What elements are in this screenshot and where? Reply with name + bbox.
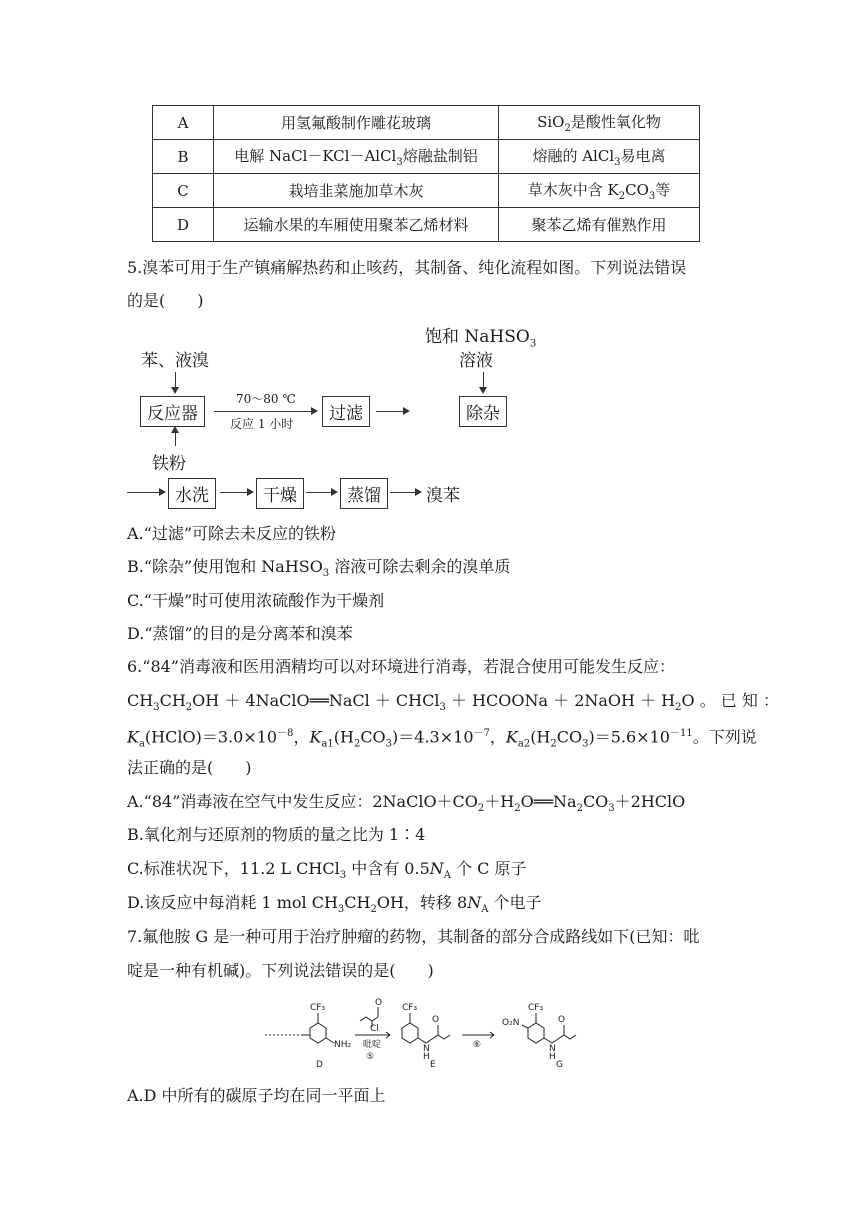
condition-time: 反应 1 小时 bbox=[230, 417, 294, 431]
table-row bbox=[153, 208, 700, 242]
e-n: N bbox=[423, 1044, 430, 1054]
q5-stem-line2: 的是( ) bbox=[127, 291, 204, 310]
option-action: 运输水果的车厢使用聚苯乙烯材料 bbox=[214, 208, 499, 242]
arrow-down-reactor bbox=[175, 372, 176, 392]
q6-option-d: D.该反应中每消耗 1 mol $CH_3CH_2OH$，转移 $8N_A$ 个电子 bbox=[127, 893, 542, 916]
option-action: 用氢氟酸制作雕花玻璃 bbox=[214, 106, 499, 140]
reactor-box: 反应器 bbox=[140, 396, 205, 427]
product-label: 溴苯 bbox=[426, 486, 460, 506]
option-letter: C bbox=[153, 174, 214, 208]
arrow-dry-distill bbox=[306, 492, 336, 493]
dry-box: 干燥 bbox=[256, 478, 304, 509]
acyl-cl: Cl bbox=[370, 1024, 379, 1034]
q7-reaction-scheme bbox=[260, 995, 620, 1075]
q5-option-b: B.“除杂”使用饱和 NaHSO$_3$ 溶液可除去剩余的溴单质 bbox=[127, 557, 511, 580]
table-row bbox=[153, 140, 700, 174]
distill-box: 蒸馏 bbox=[340, 478, 388, 509]
q7-stem-line1: 7.氟他胺 G 是一种可用于治疗肿瘤的药物，其制备的部分合成路线如下(已知：吡 bbox=[127, 927, 700, 946]
q7-stem-line2: 啶是一种有机碱)。下列说法错误的是( ) bbox=[127, 961, 434, 980]
option-reason: 熔融的 AlCl$_3$易电离 bbox=[499, 140, 700, 174]
step5: ⑤ bbox=[366, 1052, 375, 1062]
d-nh2: NH₂ bbox=[334, 1040, 352, 1050]
option-letter: D bbox=[153, 208, 214, 242]
arrow-into-wash bbox=[127, 492, 164, 493]
pyridine: 吡啶 bbox=[363, 1040, 382, 1050]
q6-option-c: C.标准状况下，11.2 L CHCl$_3$ 中含有 $0.5N_A$ 个 C 原子 bbox=[127, 859, 527, 882]
acyl-o: O bbox=[375, 998, 383, 1008]
q5-stem-line1: 5.溴苯可用于生产镇痛解热药和止咳药，其制备、纯化流程如图。下列说法错误 bbox=[127, 258, 687, 277]
q5-option-a: A.“过滤”可除去未反应的铁粉 bbox=[127, 524, 337, 543]
reagent-line2: 溶液 bbox=[459, 351, 493, 371]
step6: ⑥ bbox=[473, 1040, 482, 1050]
filter-box: 过滤 bbox=[322, 396, 370, 427]
q5-option-d: D.“蒸馏”的目的是分离苯和溴苯 bbox=[127, 624, 353, 643]
option-reason: 聚苯乙烯有催熟作用 bbox=[499, 208, 700, 242]
g-h: H bbox=[549, 1052, 556, 1062]
options-table bbox=[152, 105, 700, 242]
table-row bbox=[153, 106, 700, 140]
label-g: G bbox=[556, 1060, 563, 1070]
d-cf3: CF₃ bbox=[310, 1003, 326, 1013]
q6-stem-line2: $CH_3CH_2OH$ ＋ 4NaClO══NaCl ＋ CHCl$_3$ ＋ HCOONa ＋ 2NaOH ＋ $H_2O$ 。 已 知 ： bbox=[127, 691, 779, 714]
g-n: N bbox=[549, 1044, 556, 1054]
g-cf3: CF₃ bbox=[528, 1003, 544, 1013]
option-action: 栽培韭菜施加草木灰 bbox=[214, 174, 499, 208]
q5-option-c: C.“干燥”时可使用浓硫酸作为干燥剂 bbox=[127, 591, 385, 610]
option-letter: A bbox=[153, 106, 214, 140]
g-o: O bbox=[558, 1015, 566, 1025]
option-action: 电解 NaCl－KCl－AlCl$_3$熔融盐制铝 bbox=[214, 140, 499, 174]
q6-option-a: A.“84”消毒液在空气中发生反应：$2NaClO+CO_2+H_2O══Na_2CO_3+2HClO$ bbox=[127, 792, 686, 815]
input-top-label: 苯、液溴 bbox=[141, 351, 209, 371]
option-reason: 草木灰中含 $K_2CO_3$等 bbox=[499, 174, 700, 208]
q6-stem-line3: $K_a(HClO)=3.0\times 10^{-8}$，$K_{a1}(H_2CO_3)=4.3\times 10^{-7}$，$K_{a2}(H_2CO_3)=5.6\times 10^{-11}$。下列说 bbox=[127, 727, 757, 750]
label-e: E bbox=[430, 1060, 436, 1070]
arrow-down-remove bbox=[483, 372, 484, 392]
q6-option-b: B.氧化剂与还原剂的物质的量之比为 1∶4 bbox=[127, 825, 426, 844]
arrow-filter-remove bbox=[376, 411, 408, 412]
q6-stem-line4: 法正确的是( ) bbox=[127, 758, 252, 777]
arrow-reactor-filter bbox=[214, 411, 316, 412]
remove-box: 除杂 bbox=[459, 396, 507, 427]
q6-stem-line1: 6.“84”消毒液和医用酒精均可以对环境进行消毒，若混合使用可能发生反应： bbox=[127, 657, 675, 676]
arrow-distill-product bbox=[390, 492, 420, 493]
input-bottom-label: 铁粉 bbox=[152, 454, 186, 474]
option-reason: SiO$_2$是酸性氧化物 bbox=[499, 106, 700, 140]
e-h: H bbox=[423, 1052, 430, 1062]
wash-box: 水洗 bbox=[168, 478, 216, 509]
g-o2n: O₂N bbox=[502, 1018, 520, 1028]
table-row bbox=[153, 174, 700, 208]
e-cf3: CF₃ bbox=[402, 1003, 418, 1013]
reagent-line1: 饱和 NaHSO$_3$ bbox=[425, 327, 537, 350]
q7-option-a: A.D 中所有的碳原子均在同一平面上 bbox=[127, 1086, 386, 1105]
e-o: O bbox=[432, 1015, 440, 1025]
arrow-wash-dry bbox=[220, 492, 252, 493]
arrow-up-reactor bbox=[175, 428, 176, 446]
condition-temp: 70～80 ℃ bbox=[236, 392, 296, 406]
option-letter: B bbox=[153, 140, 214, 174]
label-d: D bbox=[316, 1060, 323, 1070]
